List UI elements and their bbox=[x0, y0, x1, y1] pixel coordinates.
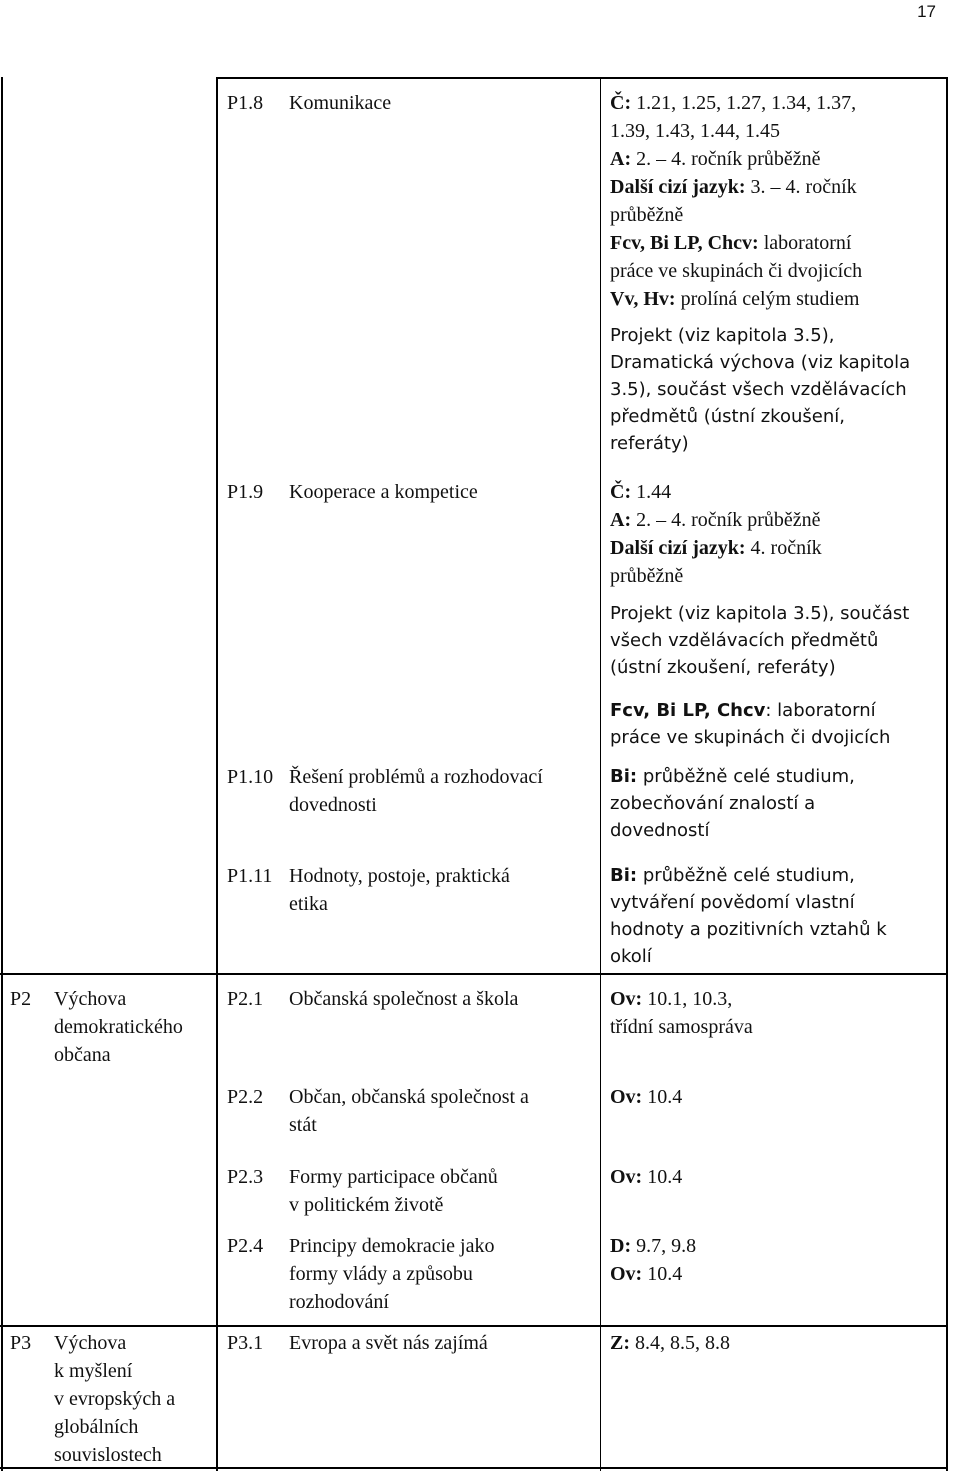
reference-text: průběžně celé studium, bbox=[637, 766, 855, 787]
page-number: 17 bbox=[917, 2, 936, 21]
reference-line bbox=[610, 654, 836, 682]
section-title-line: globálních bbox=[54, 1416, 139, 1438]
reference-text: vytváření povědomí vlastní bbox=[610, 892, 855, 913]
section-title-line: Výchova bbox=[54, 1332, 127, 1354]
row-title-line: Hodnoty, postoje, praktická bbox=[289, 865, 510, 887]
section-title-line: Výchova bbox=[54, 988, 127, 1010]
reference-text: Projekt (viz kapitola 3.5), bbox=[610, 325, 835, 346]
row-code: P2.4 bbox=[227, 1235, 264, 1257]
reference-text: 3. – 4. ročník bbox=[745, 176, 857, 198]
reference-line bbox=[610, 506, 821, 534]
reference-text: průběžně celé studium, bbox=[637, 865, 855, 886]
table-column-divider-2 bbox=[600, 77, 601, 1471]
reference-line bbox=[610, 724, 890, 752]
subject-abbrev: Z: bbox=[610, 1332, 630, 1354]
subject-abbrev: D: bbox=[610, 1235, 632, 1257]
reference-text: 1.44 bbox=[631, 481, 672, 503]
row-code: P3.1 bbox=[227, 1332, 264, 1354]
reference-text: Dramatická výchova (viz kapitola bbox=[610, 352, 911, 373]
row-title-line: Principy demokracie jako bbox=[289, 1235, 495, 1257]
row-title-line: stát bbox=[289, 1114, 317, 1136]
reference-line bbox=[610, 257, 862, 285]
row-title-line: Komunikace bbox=[289, 92, 392, 114]
reference-text: práce ve skupinách či dvojicích bbox=[610, 260, 863, 282]
section-code: P3 bbox=[10, 1332, 32, 1354]
reference-text: 4. ročník bbox=[745, 537, 822, 559]
reference-text: 1.39, 1.43, 1.44, 1.45 bbox=[610, 120, 780, 142]
reference-text: hodnoty a pozitivních vztahů k bbox=[610, 919, 887, 940]
reference-line bbox=[610, 627, 878, 655]
reference-text: 2. – 4. ročník průběžně bbox=[631, 509, 821, 531]
table-left-border bbox=[1, 77, 3, 1471]
row-code: P2.3 bbox=[227, 1166, 264, 1188]
reference-text: 2. – 4. ročník průběžně bbox=[631, 148, 821, 170]
row-title-line: etika bbox=[289, 893, 328, 915]
subject-abbrev: Bi: bbox=[610, 865, 638, 886]
reference-text: 10.4 bbox=[642, 1263, 683, 1285]
reference-line bbox=[610, 403, 845, 431]
subject-abbrev: Fcv, Bi LP, Chcv bbox=[610, 700, 766, 721]
reference-text: 10.1, 10.3, bbox=[642, 988, 733, 1010]
reference-text: Projekt (viz kapitola 3.5), součást bbox=[610, 603, 910, 624]
reference-line bbox=[610, 697, 876, 725]
section-title-line: demokratického bbox=[54, 1016, 183, 1038]
section-code: P2 bbox=[10, 988, 32, 1010]
reference-line bbox=[610, 285, 859, 313]
reference-line bbox=[610, 943, 652, 971]
reference-line bbox=[610, 534, 822, 562]
reference-line bbox=[610, 89, 856, 117]
reference-text: 9.7, 9.8 bbox=[631, 1235, 697, 1257]
reference-text: 1.21, 1.25, 1.27, 1.34, 1.37, bbox=[631, 92, 857, 114]
reference-text: : laboratorní bbox=[765, 700, 876, 721]
reference-text: práce ve skupinách či dvojicích bbox=[610, 727, 891, 748]
reference-line bbox=[610, 790, 815, 818]
reference-line bbox=[610, 1083, 682, 1111]
reference-text: zobecňování znalostí a bbox=[610, 793, 816, 814]
row-title-line: Kooperace a kompetice bbox=[289, 481, 478, 503]
section-title-line: v evropských a bbox=[54, 1388, 176, 1410]
reference-line bbox=[610, 985, 732, 1013]
row-code: P2.1 bbox=[227, 988, 264, 1010]
reference-text: referáty) bbox=[610, 433, 689, 454]
section-title-line: občana bbox=[54, 1044, 111, 1066]
reference-line bbox=[610, 1232, 696, 1260]
subject-abbrev: Bi: bbox=[610, 766, 638, 787]
reference-line bbox=[610, 229, 851, 257]
row-code: P2.2 bbox=[227, 1086, 264, 1108]
subject-abbrev: Další cizí jazyk: bbox=[610, 176, 746, 198]
reference-text: 3.5), součást všech vzdělávacích bbox=[610, 379, 907, 400]
reference-line bbox=[610, 173, 857, 201]
reference-line bbox=[610, 349, 910, 377]
reference-text: 8.4, 8.5, 8.8 bbox=[630, 1332, 730, 1354]
reference-text: (ústní zkoušení, referáty) bbox=[610, 657, 836, 678]
row-code: P1.8 bbox=[227, 92, 264, 114]
reference-text: třídní samospráva bbox=[610, 1016, 753, 1038]
reference-line bbox=[610, 376, 907, 404]
section-divider-p3 bbox=[0, 1325, 948, 1327]
row-title-line: v politickém životě bbox=[289, 1194, 444, 1216]
subject-abbrev: Další cizí jazyk: bbox=[610, 537, 746, 559]
reference-line bbox=[610, 145, 821, 173]
reference-text: dovedností bbox=[610, 820, 710, 841]
reference-text: 10.4 bbox=[642, 1166, 683, 1188]
section-title-line: k myšlení bbox=[54, 1360, 133, 1382]
subject-abbrev: Č: bbox=[610, 92, 632, 114]
section-divider-p2 bbox=[0, 973, 948, 975]
reference-line bbox=[610, 1013, 753, 1041]
subject-abbrev: Vv, Hv: bbox=[610, 288, 676, 310]
reference-text: prolíná celým studiem bbox=[675, 288, 860, 310]
subject-abbrev: Ov: bbox=[610, 988, 643, 1010]
reference-line bbox=[610, 478, 671, 506]
row-code: P1.11 bbox=[227, 865, 273, 887]
section-title-line: souvislostech bbox=[54, 1444, 162, 1466]
reference-line bbox=[610, 562, 683, 590]
reference-line bbox=[610, 430, 689, 458]
reference-line bbox=[610, 889, 855, 917]
reference-text: 10.4 bbox=[642, 1086, 683, 1108]
reference-line bbox=[610, 817, 709, 845]
subject-abbrev: A: bbox=[610, 509, 632, 531]
row-title-line: Evropa a svět nás zajímá bbox=[289, 1332, 488, 1354]
reference-line bbox=[610, 1260, 682, 1288]
table-top-border bbox=[216, 77, 948, 79]
reference-line bbox=[610, 322, 834, 350]
reference-line bbox=[610, 201, 683, 229]
reference-line bbox=[610, 117, 780, 145]
subject-abbrev: Fcv, Bi LP, Chcv: bbox=[610, 232, 759, 254]
row-code: P1.9 bbox=[227, 481, 264, 503]
row-title-line: Občanská společnost a škola bbox=[289, 988, 519, 1010]
table-right-border bbox=[946, 77, 948, 1471]
subject-abbrev: Ov: bbox=[610, 1086, 643, 1108]
reference-text: okolí bbox=[610, 946, 652, 967]
reference-line bbox=[610, 862, 855, 890]
reference-line bbox=[610, 1329, 730, 1357]
row-code: P1.10 bbox=[227, 766, 274, 788]
subject-abbrev: Ov: bbox=[610, 1263, 643, 1285]
reference-text: průběžně bbox=[610, 204, 684, 226]
row-title-line: rozhodování bbox=[289, 1291, 389, 1313]
reference-text: předmětů (ústní zkoušení, bbox=[610, 406, 845, 427]
table-column-divider-1 bbox=[216, 77, 218, 1471]
reference-text: průběžně bbox=[610, 565, 684, 587]
row-title-line: Formy participace občanů bbox=[289, 1166, 498, 1188]
reference-text: laboratorní bbox=[758, 232, 852, 254]
subject-abbrev: Ov: bbox=[610, 1166, 643, 1188]
subject-abbrev: A: bbox=[610, 148, 632, 170]
row-title-line: formy vlády a způsobu bbox=[289, 1263, 473, 1285]
reference-text: všech vzdělávacích předmětů bbox=[610, 630, 879, 651]
reference-line bbox=[610, 916, 887, 944]
row-title-line: dovednosti bbox=[289, 794, 377, 816]
reference-line bbox=[610, 763, 855, 791]
reference-line bbox=[610, 1163, 682, 1191]
subject-abbrev: Č: bbox=[610, 481, 632, 503]
row-title-line: Řešení problémů a rozhodovací bbox=[289, 766, 543, 788]
reference-line bbox=[610, 600, 909, 628]
row-title-line: Občan, občanská společnost a bbox=[289, 1086, 529, 1108]
